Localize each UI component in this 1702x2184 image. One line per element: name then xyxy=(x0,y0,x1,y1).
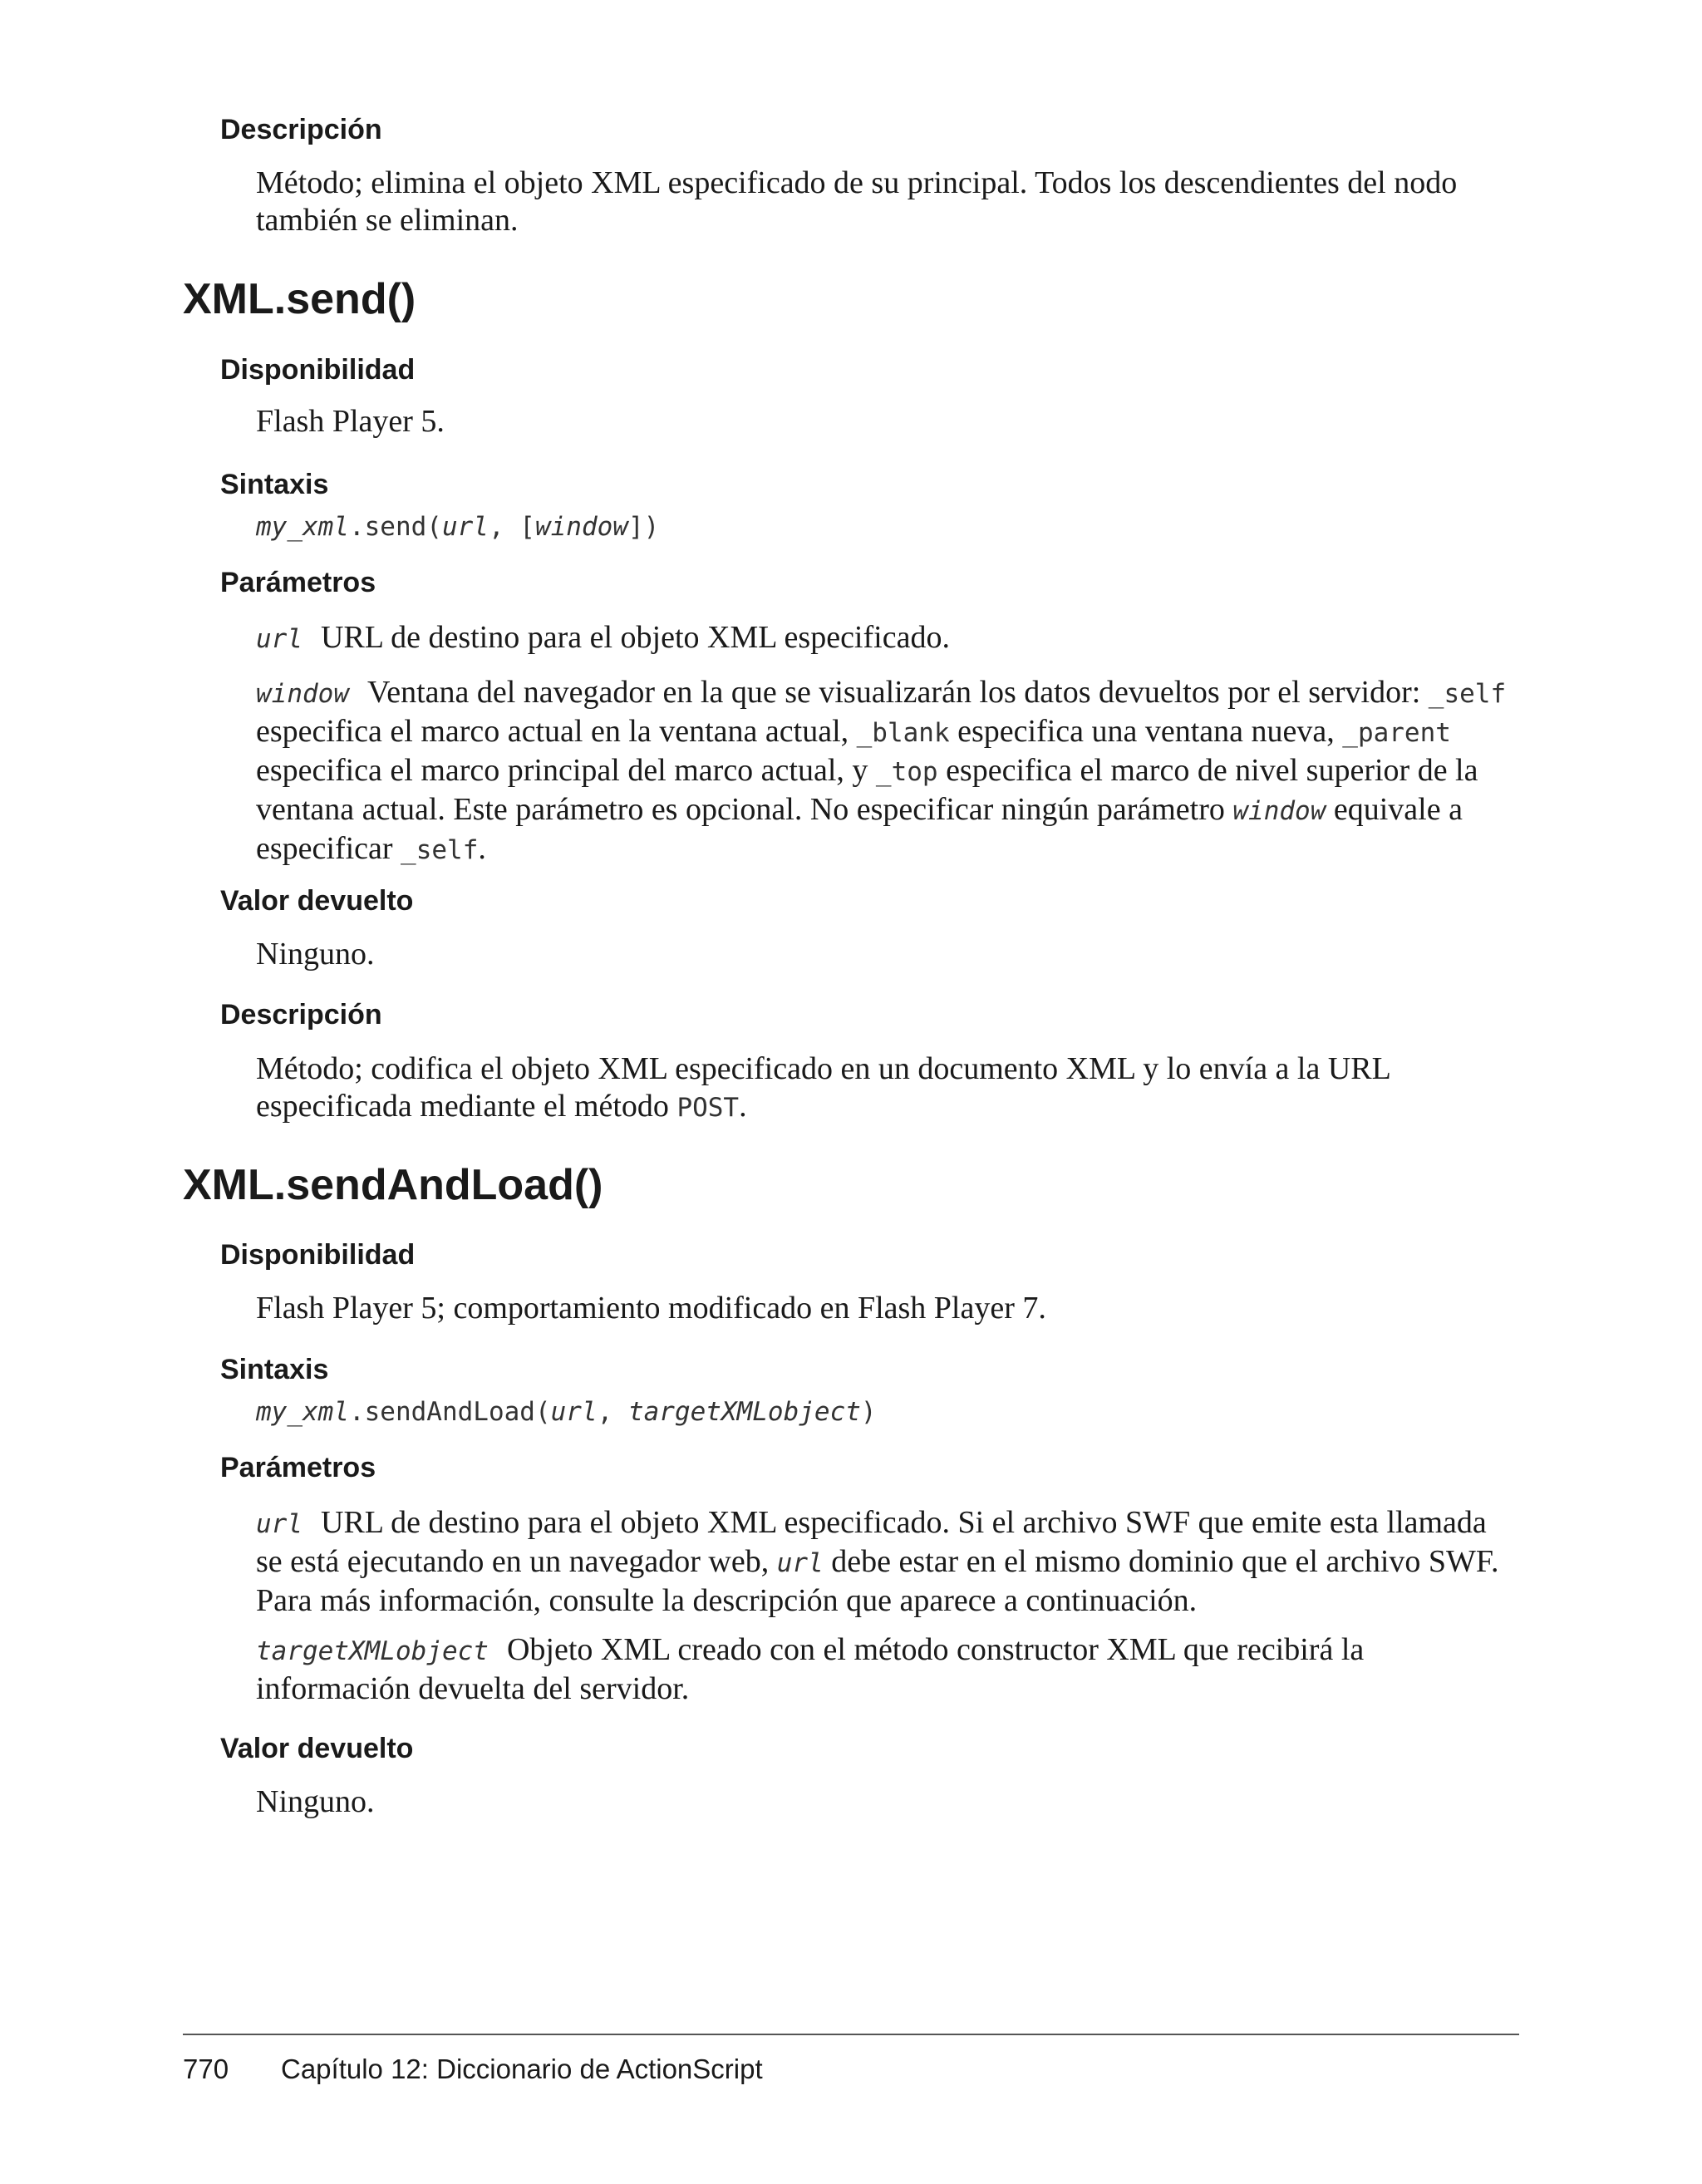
code-top: _top xyxy=(875,757,938,787)
sendandload-syntax-heading: Sintaxis xyxy=(220,1354,329,1385)
param-name-target: targetXMLobject xyxy=(256,1636,489,1666)
param-window-text: . xyxy=(478,831,486,866)
sendandload-availability-text: Flash Player 5; comportamiento modificado en Flash Player 7. xyxy=(256,1291,1046,1326)
param-window-text: Ventana del navegador en la que se visualizarán los datos devueltos por el servidor: xyxy=(366,675,1421,710)
description-text: Método; codifica el objeto XML especificado en un documento XML y lo envía a la URL especificada mediante el método xyxy=(256,1051,1390,1124)
code-blank: _blank xyxy=(856,718,950,748)
prev-description-heading: Descripción xyxy=(220,114,382,145)
syntax-separator: , xyxy=(597,1397,628,1427)
prev-description-text: Método; elimina el objeto XML especificado de su principal. Todos los descendientes del nodo también se eliminan. xyxy=(256,165,1458,238)
syntax-method: .sendAndLoad( xyxy=(348,1397,551,1427)
send-syntax-code xyxy=(256,510,659,544)
syntax-param-target: targetXMLobject xyxy=(627,1397,861,1427)
syntax-param-url: url xyxy=(550,1397,598,1427)
send-return-heading: Valor devuelto xyxy=(220,885,414,917)
param-name-url: url xyxy=(256,624,303,654)
sendandload-return-text: Ninguno. xyxy=(256,1784,375,1819)
description-text: . xyxy=(739,1089,747,1124)
param-window-text: especifica el marco principal del marco actual, y xyxy=(256,753,868,788)
footer-rule xyxy=(183,2034,1519,2035)
send-param-window xyxy=(256,674,1519,869)
sendandload-availability-heading: Disponibilidad xyxy=(220,1239,416,1271)
send-title: XML.send() xyxy=(183,275,416,323)
param-window-text: especifica el marco actual en la ventana actual, xyxy=(256,714,849,749)
sendandload-return-heading: Valor devuelto xyxy=(220,1733,414,1764)
footer-chapter: Capítulo 12: Diccionario de ActionScript xyxy=(281,2054,763,2084)
syntax-param-window: window xyxy=(534,512,628,542)
param-window-text: especifica el marco de nivel superior de la ventana actual. Este parámetro es opcional. No especificar ningún parámetro xyxy=(256,753,1478,827)
param-url-text: URL de destino para el objeto XML especificado. Si el archivo SWF que emite esta llamada se está ejecutando en un navegador web, xyxy=(256,1505,1487,1579)
code-self: _self xyxy=(1428,679,1507,709)
sendandload-params-heading: Parámetros xyxy=(220,1452,376,1483)
syntax-end: ]) xyxy=(627,512,660,542)
code-url: url xyxy=(776,1548,824,1578)
send-syntax-heading: Sintaxis xyxy=(220,469,329,500)
syntax-object: my_xml xyxy=(256,1397,349,1427)
syntax-end: ) xyxy=(860,1397,877,1427)
send-availability-text: Flash Player 5. xyxy=(256,404,445,439)
send-param-url xyxy=(256,619,1519,658)
code-post: POST xyxy=(676,1093,740,1123)
code-parent: _parent xyxy=(1342,718,1451,748)
send-description-heading: Descripción xyxy=(220,999,382,1031)
param-window-text: equivale a especificar xyxy=(256,792,1463,866)
code-window: window xyxy=(1232,796,1326,826)
send-description-text xyxy=(256,1050,1519,1127)
syntax-method: .send( xyxy=(348,512,442,542)
sendandload-title: XML.sendAndLoad() xyxy=(183,1161,603,1209)
syntax-object: my_xml xyxy=(256,512,349,542)
param-url-text: debe estar en el mismo dominio que el archivo SWF. Para más información, consulte la descripción que aparece a continuación. xyxy=(256,1544,1499,1618)
send-availability-heading: Disponibilidad xyxy=(220,354,416,386)
param-window-text: especifica una ventana nueva, xyxy=(957,714,1335,749)
param-url-description: URL de destino para el objeto XML especificado. xyxy=(321,620,950,655)
syntax-separator: , [ xyxy=(488,512,535,542)
sendandload-param-target xyxy=(256,1631,1519,1708)
sendandload-syntax-code xyxy=(256,1395,877,1429)
send-params-heading: Parámetros xyxy=(220,567,376,598)
param-target-text: Objeto XML creado con el método constructor XML que recibirá la información devuelta del servidor. xyxy=(256,1632,1365,1706)
param-name-window: window xyxy=(256,679,349,709)
send-return-text: Ninguno. xyxy=(256,937,375,971)
syntax-param-url: url xyxy=(441,512,489,542)
param-name-url: url xyxy=(256,1509,303,1539)
footer-page-number: 770 xyxy=(183,2054,229,2084)
sendandload-param-url xyxy=(256,1504,1519,1620)
code-self: _self xyxy=(401,835,479,865)
